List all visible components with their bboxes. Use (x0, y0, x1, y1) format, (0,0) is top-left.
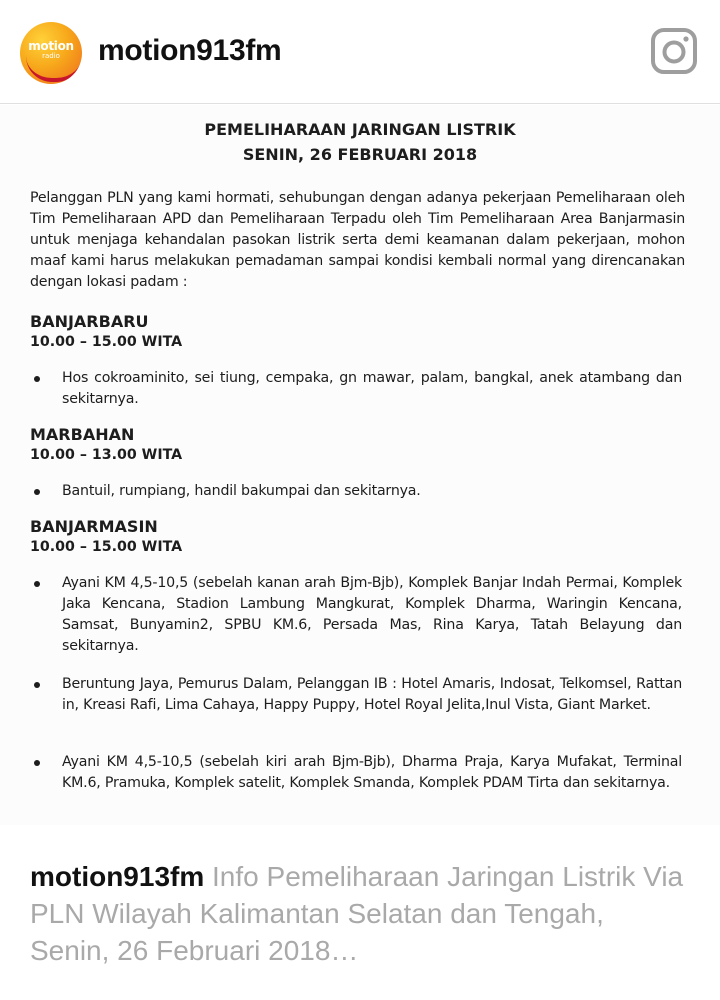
list-item: Hos cokroaminito, sei tiung, cempaka, gn mawar, palam, bangkal, anek atambang dan sekitarnya. (62, 370, 682, 407)
avatar-logo-subtext: radio (42, 52, 60, 60)
area-name-marbahan: MARBAHAN (30, 425, 135, 444)
bullet-dot (34, 682, 40, 688)
caption-section (0, 826, 720, 1000)
area-name-banjarmasin: BANJARMASIN (30, 517, 158, 536)
username-link[interactable]: motion913fm (98, 34, 282, 67)
bullet-dot (34, 581, 40, 587)
instagram-icon[interactable] (650, 27, 698, 75)
caption-username[interactable]: motion913fm (30, 861, 205, 892)
caption-text: Info Pemeliharaan Jaringan Listrik Via PLN Wilayah Kalimantan Selatan dan Tengah, Senin, 26 Februari 2018… (30, 861, 684, 966)
list-item: Ayani KM 4,5-10,5 (sebelah kiri arah Bjm-Bjb), Dharma Praja, Karya Mufakat, Terminal KM.6, Pramuka, Komplek satelit, Komplek Smanda, Komplek PDAM Tirta dan sekitarnya. (62, 754, 682, 791)
bullet-dot (34, 489, 40, 495)
avatar-logo-text: motion (28, 39, 74, 53)
list-item: Beruntung Jaya, Pemurus Dalam, Pelanggan IB : Hotel Amaris, Indosat, Telkomsel, Rattan in, Kreasi Rafi, Lima Cahaya, Happy Puppy, Hotel Royal Jelita,Inul Vista, Giant Market. (62, 676, 682, 713)
list-item: Ayani KM 4,5-10,5 (sebelah kanan arah Bjm-Bjb), Komplek Banjar Indah Permai, Komplek Jaka Kencana, Stadion Lambung Mangkurat, Komplek Dharma, Waringin Kencana, Samsat, Bunyamin2, SPBU KM.6, Persada Mas, Rina Karya, Tatah Belayung dan sekitarnya. (62, 575, 682, 654)
area-time-banjarbaru: 10.00 – 15.00 WITA (30, 334, 183, 350)
logo-swoosh (26, 56, 82, 82)
intro-paragraph: Pelanggan PLN yang kami hormati, sehubungan dengan adanya pekerjaan Pemeliharaan oleh Tim Pemeliharaan APD dan Pemeliharaan Terpadu oleh Tim Pemeliharaan Area Banjarmasin untuk menjaga kehandalan pasokan listrik serta demi keamanan dalam pekerjaan, mohon maaf kami harus melakukan pemadaman sampai kondisi kembali normal yang direncanakan dengan lokasi padam : (30, 190, 685, 290)
caption[interactable] (30, 858, 690, 969)
document-title: PEMELIHARAAN JARINGAN LISTRIK (204, 120, 516, 139)
area-name-banjarbaru: BANJARBARU (30, 312, 149, 331)
bullet-dot (34, 376, 40, 382)
post-header (0, 0, 720, 104)
document-date: SENIN, 26 FEBRUARI 2018 (242, 145, 478, 164)
area-time-marbahan: 10.00 – 13.00 WITA (30, 447, 183, 463)
list-item: Bantuil, rumpiang, handil bakumpai dan sekitarnya. (62, 483, 421, 499)
avatar[interactable] (20, 22, 82, 84)
bullet-dot (34, 760, 40, 766)
area-time-banjarmasin: 10.00 – 15.00 WITA (30, 539, 183, 555)
post-image-document (0, 105, 720, 825)
